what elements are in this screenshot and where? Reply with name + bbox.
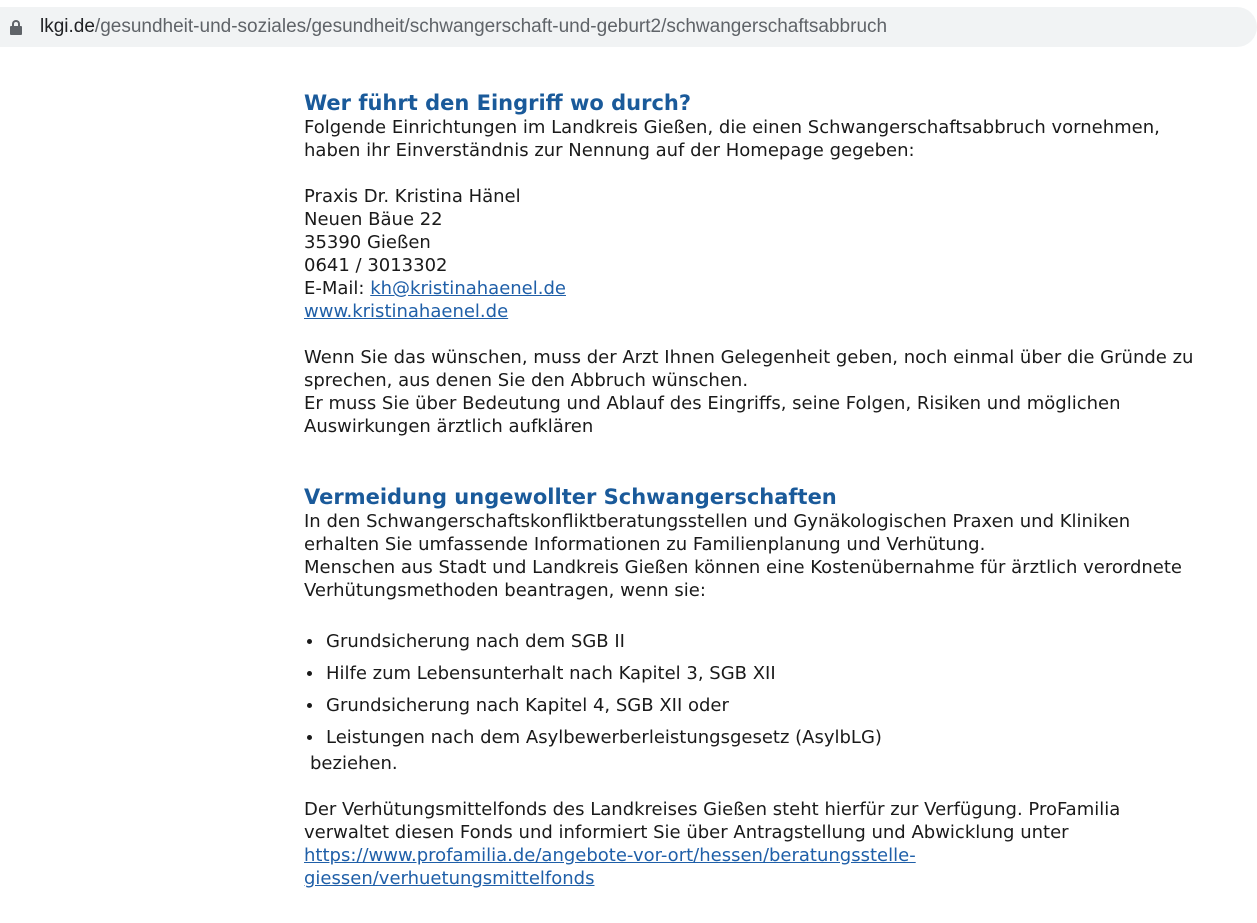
list-item-text: Grundsicherung nach Kapitel 4, SGB XII oder	[326, 695, 729, 716]
email-link[interactable]: kh@kristinahaenel.de	[370, 278, 566, 299]
contact-city: 35390 Gießen	[304, 232, 431, 253]
url-domain: lkgi.de	[40, 16, 95, 37]
text-line: Er muss Sie über Bedeutung und Ablauf des Eingriffs, seine Folgen, Risiken und möglichen	[304, 393, 1121, 414]
address-bar[interactable]	[0, 7, 1257, 47]
url-path: /gesundheit-und-soziales/gesundheit/schwangerschaft-und-geburt2/schwangerschaftsabbruch	[94, 16, 888, 37]
contact-name: Praxis Dr. Kristina Hänel	[304, 186, 521, 207]
email-label: E-Mail:	[304, 278, 371, 299]
list-item	[304, 630, 1244, 662]
bullet-icon	[307, 703, 312, 708]
bullet-icon	[307, 735, 312, 740]
list-item-text: Grundsicherung nach dem SGB II	[326, 631, 625, 652]
contact-phone: 0641 / 3013302	[304, 255, 448, 276]
after-list-text: beziehen.	[310, 753, 398, 774]
profamilia-link[interactable]	[304, 845, 916, 889]
bullet-icon	[307, 671, 312, 676]
prevention-text	[304, 510, 1244, 602]
bullet-icon	[307, 639, 312, 644]
consultation-text	[304, 346, 1244, 438]
text-line: In den Schwangerschaftskonfliktberatungsstellen und Gynäkologischen Praxen und Kliniken	[304, 511, 1131, 532]
browser-toolbar	[0, 0, 1257, 50]
text-line: Menschen aus Stadt und Landkreis Gießen können eine Kostenübernahme für ärztlich verordnete	[304, 557, 1182, 578]
text-line: erhalten Sie umfassende Informationen zu Familienplanung und Verhütung.	[304, 534, 986, 555]
text-line: sprechen, aus denen Sie den Abbruch wünschen.	[304, 370, 749, 391]
text-line: Wenn Sie das wünschen, muss der Arzt Ihnen Gelegenheit geben, noch einmal über die Gründe zu	[304, 347, 1194, 368]
text-line: Auswirkungen ärztlich aufklären	[304, 416, 594, 437]
contact-block	[304, 185, 1244, 323]
website-link[interactable]: www.kristinahaenel.de	[304, 301, 509, 322]
list-item	[304, 694, 1244, 726]
list-item	[304, 662, 1244, 694]
intro-text	[304, 116, 1244, 162]
lock-icon[interactable]	[10, 20, 22, 34]
link-line: https://www.profamilia.de/angebote-vor-ort/hessen/beratungsstelle-	[304, 845, 916, 866]
intro-line: Folgende Einrichtungen im Landkreis Gießen, die einen Schwangerschaftsabbruch vornehmen,	[304, 117, 1160, 138]
text-line: Der Verhütungsmittelfonds des Landkreises Gießen steht hierfür zur Verfügung. ProFamilia	[304, 799, 1121, 820]
list-item	[304, 726, 1244, 758]
contact-street: Neuen Bäue 22	[304, 209, 443, 230]
heading-prevention: Vermeidung ungewollter Schwangerschaften	[304, 485, 837, 509]
list-item-text: Leistungen nach dem Asylbewerberleistungsgesetz (AsylbLG)	[326, 727, 882, 748]
url-text[interactable]	[40, 16, 887, 38]
fund-text	[304, 798, 1244, 890]
list-item-text: Hilfe zum Lebensunterhalt nach Kapitel 3, SGB XII	[326, 663, 776, 684]
text-line: verwaltet diesen Fonds und informiert Sie über Antragstellung und Abwicklung unter	[304, 822, 1069, 843]
heading-procedure: Wer führt den Eingriff wo durch?	[304, 91, 692, 115]
eligibility-list	[304, 630, 1244, 758]
link-line: giessen/verhuetungsmittelfonds	[304, 868, 595, 889]
article-content	[304, 90, 1244, 890]
intro-line: haben ihr Einverständnis zur Nennung auf der Homepage gegeben:	[304, 140, 915, 161]
text-line: Verhütungsmethoden beantragen, wenn sie:	[304, 580, 706, 601]
